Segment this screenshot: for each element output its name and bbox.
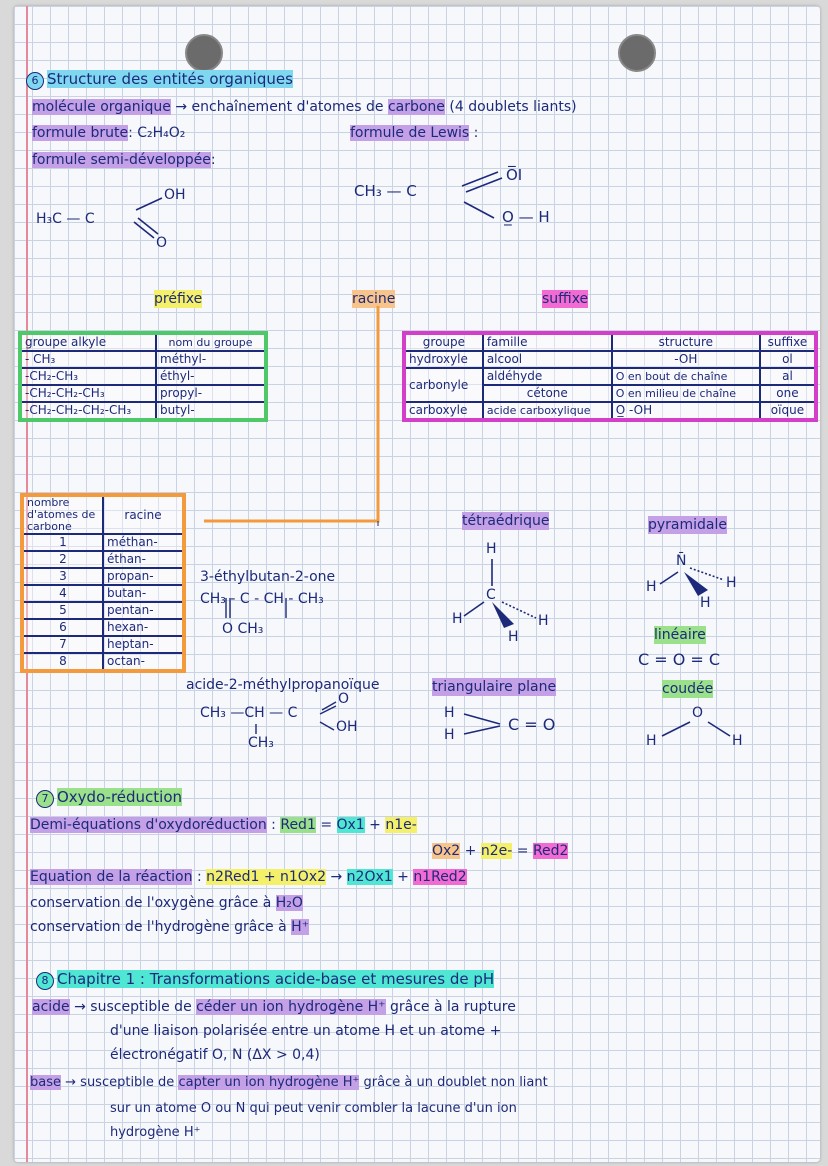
example-1-formula: CH₃ - C - CH - CH₃ [200,591,324,607]
colon: : [271,817,276,833]
semi-oh: OH [164,187,186,203]
lewis-colon: : [473,125,479,141]
table-cell: O en milieu de chaîne [612,385,760,402]
hydrogen-conservation-text: conservation de l'hydrogène grâce à [30,919,287,935]
notebook-page [14,6,820,1162]
base-text-1: → susceptible de [65,1075,175,1090]
table-cell: butyl- [156,402,266,420]
table-cell: 4 [22,585,103,602]
bent-h-left: H [646,733,657,749]
table-cell: méthan- [103,534,184,551]
tetra-bond-left [464,602,484,616]
ox2: Ox2 [432,843,461,859]
table-cell: O en bout de chaîne [612,368,760,385]
linear-formula: C = O = C [638,650,721,669]
example-1-substituents: O CH₃ [222,621,264,637]
acid-definition-line [32,998,516,1016]
reaction-equation-label: Equation de la réaction [30,869,193,885]
n2e: n2e- [480,843,513,859]
section-8-title-text: Chapitre 1 : Transformations acide-base et mesures de pH [57,970,495,988]
acid-text-1: → susceptible de [74,999,192,1015]
tetra-h-right: H [538,613,549,629]
section-6-number: 6 [26,72,44,90]
oxygen-conservation-line [30,894,303,912]
table-cell: carboxyle [404,402,483,420]
table-cell: -OH [612,351,760,368]
example-2-formula: CH₃ —CH — C [200,705,298,721]
semi-h3c-c: H₃C — C [36,211,95,227]
table-cell: 2 [22,551,103,568]
table-cell: carbonyle [404,368,483,402]
table-cell: cétone [483,385,612,402]
tetra-h-bottom: H [508,629,519,645]
structure-col-header: structure [612,333,760,351]
semi-o: O [156,235,168,251]
group-name-col-header: nom du groupe [156,333,266,351]
base-label: base [30,1075,61,1090]
table-cell: alcool [483,351,612,368]
half-equations-label: Demi-équations d'oxydoréduction [30,817,267,833]
root-connector-line [204,306,378,521]
reaction-ox1: n2Ox1 [346,869,393,885]
pyra-h-bottom: H [700,595,711,611]
h-plus: H⁺ [291,919,310,935]
lewis-single-bond [464,202,494,218]
example-2-ch3: CH₃ [248,735,274,751]
table-cell: 5 [22,602,103,619]
semi-bond-o-2 [138,218,158,234]
tetra-c: C [486,587,496,603]
tetra-h-left: H [452,611,463,627]
table-cell: éthan- [103,551,184,568]
bent-h-right: H [732,733,743,749]
alkyl-col-header: groupe alkyle [20,333,156,351]
section-8-title [36,970,494,990]
table-cell: - CH₃ [20,351,156,368]
table-cell: méthyl- [156,351,266,368]
table-cell: 7 [22,636,103,653]
table-cell: 8 [22,653,103,671]
table-cell: O̲ -OH [612,402,760,420]
bent-label: coudée [662,681,714,697]
base-highlight: capter un ion hydrogène H⁺ [178,1075,360,1090]
bonds-note: (4 doublets liants) [449,99,577,115]
h2o: H₂O [275,895,303,911]
acid-highlight: céder un ion hydrogène H⁺ [196,999,386,1015]
example-1-name: 3-éthylbutan-2-one [200,569,336,585]
tetra-h-top: H [486,541,497,557]
table-cell: octan- [103,653,184,671]
root-col-header: racine [103,495,184,534]
acid-line-3: électronégatif O, N (ΔX > 0,4) [110,1047,320,1063]
prefix-header: préfixe [154,291,203,307]
tetra-dash [502,602,536,618]
arrow: → [330,869,343,885]
pyra-h-left: H [646,579,657,595]
example-2-name: acide-2-méthylpropanoïque [186,677,380,693]
pyramidal-label: pyramidale [648,517,728,533]
equals: = [516,843,529,859]
table-cell: -CH₂-CH₂-CH₂-CH₃ [20,402,156,420]
table-cell: hexan- [103,619,184,636]
bent-o: O [692,705,704,721]
example-2-o: O [338,691,350,707]
table-cell: hydroxyle [404,351,483,368]
trig-h-bottom: H [444,727,455,743]
acid-line-2: d'une liaison polarisée entre un atome H et un atome + [110,1023,502,1039]
half-equations-line [30,816,417,834]
equals: = [320,817,333,833]
colon: : [196,869,202,885]
table-cell: ol [760,351,816,368]
table-cell: 1 [22,534,103,551]
acid-text-3: grâce à la rupture [390,999,516,1015]
organic-molecule-label: molécule organique [32,99,171,115]
plus: + [369,817,381,833]
table-cell: acide carboxylique [483,402,612,420]
reaction-equation-line [30,868,467,886]
reaction-lhs: n2Red1 + n1Ox2 [206,869,327,885]
group-col-header: groupe [404,333,483,351]
table-cell: 3 [22,568,103,585]
table-cell: éthyl- [156,368,266,385]
red1: Red1 [280,817,316,833]
raw-formula-value: : C₂H₄O₂ [128,125,186,141]
table-cell: propyl- [156,385,266,402]
table-cell: -CH₂-CH₃ [20,368,156,385]
base-line-3: hydrogène H⁺ [110,1125,201,1140]
lewis-ch3-c: CH₃ — C [354,182,417,200]
table-cell: aldéhyde [483,368,612,385]
lewis-o-h: O̲ — H [502,208,550,226]
reaction-red2: n1Red2 [413,869,467,885]
table-cell: pentan- [103,602,184,619]
hydrogen-conservation-line [30,918,309,936]
semi-bond-o-1 [134,222,154,238]
lewis-double-bond-1 [462,172,498,186]
semi-formula-colon: : [210,152,216,168]
table-cell: heptan- [103,636,184,653]
lewis-double-bond-2 [466,178,502,192]
base-text-3: grâce à un doublet non liant [363,1075,548,1090]
trigonal-plane-label: triangulaire plane [432,679,557,695]
table-cell: al [760,368,816,385]
section-7-number: 7 [36,790,54,808]
table-cell: butan- [103,585,184,602]
half-equation-2 [432,842,568,860]
carbon-word: carbone [387,99,445,115]
red2: Red2 [532,843,569,859]
table-cell: propan- [103,568,184,585]
example-2-oh: OH [336,719,358,735]
suffix-col-header: suffixe [760,333,816,351]
root-header: racine [352,291,396,307]
trig-formula: C = O [508,715,556,734]
lewis-o-double: O̅I [506,166,523,184]
table-cell: 6 [22,619,103,636]
suffix-header: suffixe [542,291,589,307]
ox1: Ox1 [336,817,365,833]
pyra-n: N̄ [676,553,687,569]
section-8-number: 8 [36,972,54,990]
table-cell: -CH₂-CH₂-CH₃ [20,385,156,402]
table-cell: oïque [760,402,816,420]
pyra-h-right: H [726,575,737,591]
plus: + [464,843,477,859]
base-line-2: sur un atome O ou N qui peut venir combler la lacune d'un ion [110,1101,517,1116]
family-col-header: famille [483,333,612,351]
tetrahedral-label: tétraédrique [462,513,550,529]
semi-formula-label: formule semi-développée [32,152,211,168]
n1e: n1e- [385,817,417,833]
organic-molecule-def: → enchaînement d'atomes de [175,99,384,115]
semi-bond-oh [136,198,162,210]
carbon-count-col-header: nombre d'atomes de carbone [22,495,103,534]
acid-label: acide [32,999,70,1015]
lewis-formula-label: formule de Lewis [350,125,470,141]
section-7-title-text: Oxydo-réduction [57,788,183,806]
raw-formula-label: formule brute [32,125,129,141]
section-6-title-text: Structure des entités organiques [47,70,293,88]
section-7-title [36,788,182,808]
oxygen-conservation-text: conservation de l'oxygène grâce à [30,895,272,911]
base-definition-line [30,1074,548,1092]
trig-h-top: H [444,705,455,721]
linear-label: linéaire [654,627,706,643]
plus: + [397,869,409,885]
table-cell: one [760,385,816,402]
